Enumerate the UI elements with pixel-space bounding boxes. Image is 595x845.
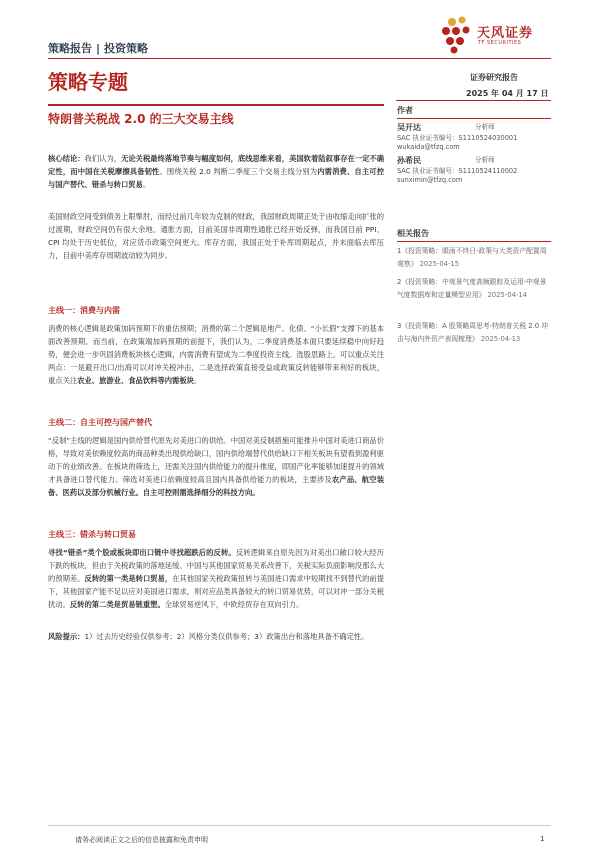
self-reliance-highlight: 农产品、航空装备、医药以及部分机械行业。自主可控则需选择细分的科技方向。 <box>48 475 385 497</box>
author-name: 吴开达 <box>397 123 421 132</box>
report-type: 证券研究报告 <box>470 73 518 82</box>
author-title: 分析师 <box>475 123 495 131</box>
core-text-3: 。围绕关税 2.0 判断二季度三个交易主线分别为 <box>159 167 318 176</box>
core-text-4: 内需消费、自主可控与国产替代、错杀与转口贸易 <box>48 167 385 189</box>
report-title: 特朗普关税战 2.0 的三大交易主线 <box>48 112 234 126</box>
author-2 <box>397 156 551 185</box>
core-text-2: 无论关税最终落地节奏与幅度如何，底线思维来看，美国软着陆叙事存在一定不确定性，而中国在关税摩擦具备韧性 <box>48 154 385 176</box>
company-logo-name: 天风证券 <box>477 26 534 41</box>
consumption-text: 消费的核心逻辑是政策加码预期下的重估预期；消费的第二个逻辑是地产、化债、“小长假”支撑下的基本面改善预期。而当前，在政策端加码预期的前提下，我们认为，二季度消费基本面只要延续稳中向好趋势，便会进一步巩固消费板块核心逻辑，内需消费有望成为二季度投资主线。选股思路上，可以重点关注两点：一是避开出口/出海可以对冲关税冲击，二是选择政策直接受益或政策反转能够带来利好的板块，重点关注 <box>48 324 384 385</box>
trade-highlight-2: 反转的第一类是转口贸易， <box>84 574 173 583</box>
title-divider <box>48 104 384 106</box>
related-report-date: 2025-04-14 <box>487 291 528 299</box>
consumption-end: 。 <box>193 376 202 385</box>
risk-label: 风险提示： <box>48 632 85 641</box>
related-report-1[interactable] <box>397 245 551 271</box>
related-report-3[interactable] <box>397 320 551 346</box>
report-topic: 策略专题 <box>48 70 128 94</box>
section-heading-self-reliance: 主线二：自主可控与国产替代 <box>48 418 152 427</box>
sidebar-divider <box>396 100 551 101</box>
author-cert: SAC 执业证书编号：S1110524110002 <box>397 167 518 175</box>
trade-text-2: 在其他国家关税政策扭转与美国进口需求中短期找不到替代的前提下，其他国家产能不足以应对美国进口需求，则对应品类具备较大的转口贸易优势，可以对冲一部分关税扰动。 <box>48 574 385 609</box>
authors-heading: 作者 <box>397 106 413 115</box>
report-category <box>48 40 148 56</box>
related-report-title[interactable]: 3《投资策略：A 股策略周思考-特朗普关税 2.0 冲击与海内外资产表现梳理》 <box>397 322 549 343</box>
macro-text: 美国财政空间受到债务上限掣肘，而经过前几年较为克制的财政，我国财政周期正处于由收缩走向扩张的过渡期，财政空间仍有很大余地。通胀方面，目前美国非周期性通胀已经开始反弹，而我国目前 PPI、CPI 均处于历史低位，对应货币政策空间更大。库存方面，我国正处于补库周期起点，并未面临去库压力，目前中美库存周期波动较为同步。 <box>48 212 384 260</box>
header-divider <box>48 58 551 59</box>
macro-paragraph <box>48 210 384 262</box>
report-date: 2025 年 04 月 17 日 <box>466 89 549 98</box>
category-primary: 策略报告 <box>48 42 92 55</box>
trade-text-1: 反转逻辑来自原先因为对美出口敞口较大经历下跌的板块，但由于关税政策的落地延缓、中国与其他国家贸易关系改善下，关税实际负面影响没那么大的预期差。 <box>48 548 385 583</box>
category-secondary: 投资策略 <box>104 42 149 55</box>
core-text-1: 我们认为， <box>84 154 122 163</box>
section-heading-consumption: 主线一：消费与内需 <box>48 306 120 315</box>
consumption-paragraph <box>48 322 384 387</box>
core-conclusion <box>48 152 384 191</box>
risk-warning <box>48 630 384 643</box>
related-reports-heading: 相关报告 <box>397 229 429 238</box>
related-report-2[interactable] <box>397 276 551 302</box>
category-separator: | <box>96 42 101 55</box>
consumption-highlight: 农业、旅游业、食品饮料等内需板块 <box>77 376 194 385</box>
related-report-date: 2025-04-13 <box>480 335 521 343</box>
author-name: 孙希民 <box>397 156 421 165</box>
trade-paragraph <box>48 546 384 611</box>
risk-text: 1）过去历史经验仅供参考；2）风格分类仅供参考；3）政策出台和落地具备不确定性。 <box>84 632 369 641</box>
author-email[interactable]: wukaida@tfzq.com <box>397 143 460 151</box>
trade-highlight-1: 寻找“错杀”类个股或板块即出口链中寻找超跌后的反转。 <box>48 548 236 557</box>
author-cert: SAC 执业证书编号：S1110524030001 <box>397 134 518 142</box>
author-title: 分析师 <box>475 156 495 164</box>
author-email[interactable]: sunximin@tfzq.com <box>397 176 463 184</box>
core-conclusion-label: 核心结论： <box>48 154 85 163</box>
footer-disclaimer: 请务必阅读正文之后的信息披露和免责申明 <box>75 836 208 844</box>
related-reports-divider <box>397 241 551 242</box>
company-logo-icon <box>440 14 476 56</box>
related-report-title[interactable]: 1《投资策略：眼雨不终日-政策与大类资产配置周观察》 <box>397 247 547 268</box>
related-report-title[interactable]: 2《投资策略：中观景气度高频跟踪及运用-中观景气度数据库和定量模型应用》 <box>397 278 547 299</box>
company-logo-english: TF SECURITIES <box>478 40 522 46</box>
self-reliance-text: “反制”主线的逻辑是国内供给替代原先对美进口的供给。中国对美反制措施可能推升中国对美进口商品价格，导致对美依赖度较高的商品种类出现供给缺口，国内供给端替代供给缺口下相关板块有望看到盈利驱动下的业绩改善。在板块的筛选上，还需关注国内供给能力的提升推度，即国产化率能够加速提升的领域才具备进口替代能力。筛选对美进口依赖度较高且国内具备供给能力的板块，主要涉及 <box>48 436 384 484</box>
authors-divider <box>397 118 551 119</box>
footer-divider <box>48 825 551 826</box>
section-heading-trade: 主线三：错杀与转口贸易 <box>48 530 136 539</box>
self-reliance-paragraph <box>48 434 384 499</box>
core-text-5: 。 <box>142 180 151 189</box>
trade-highlight-3: 反转的第二类是贸易链重塑。 <box>69 600 165 609</box>
related-report-date: 2025-04-15 <box>419 260 460 268</box>
trade-text-3: 全球贸易逆风下，中欧经贸存在双向引力。 <box>164 600 304 609</box>
author-1 <box>397 123 551 152</box>
page-number: 1 <box>540 835 545 843</box>
